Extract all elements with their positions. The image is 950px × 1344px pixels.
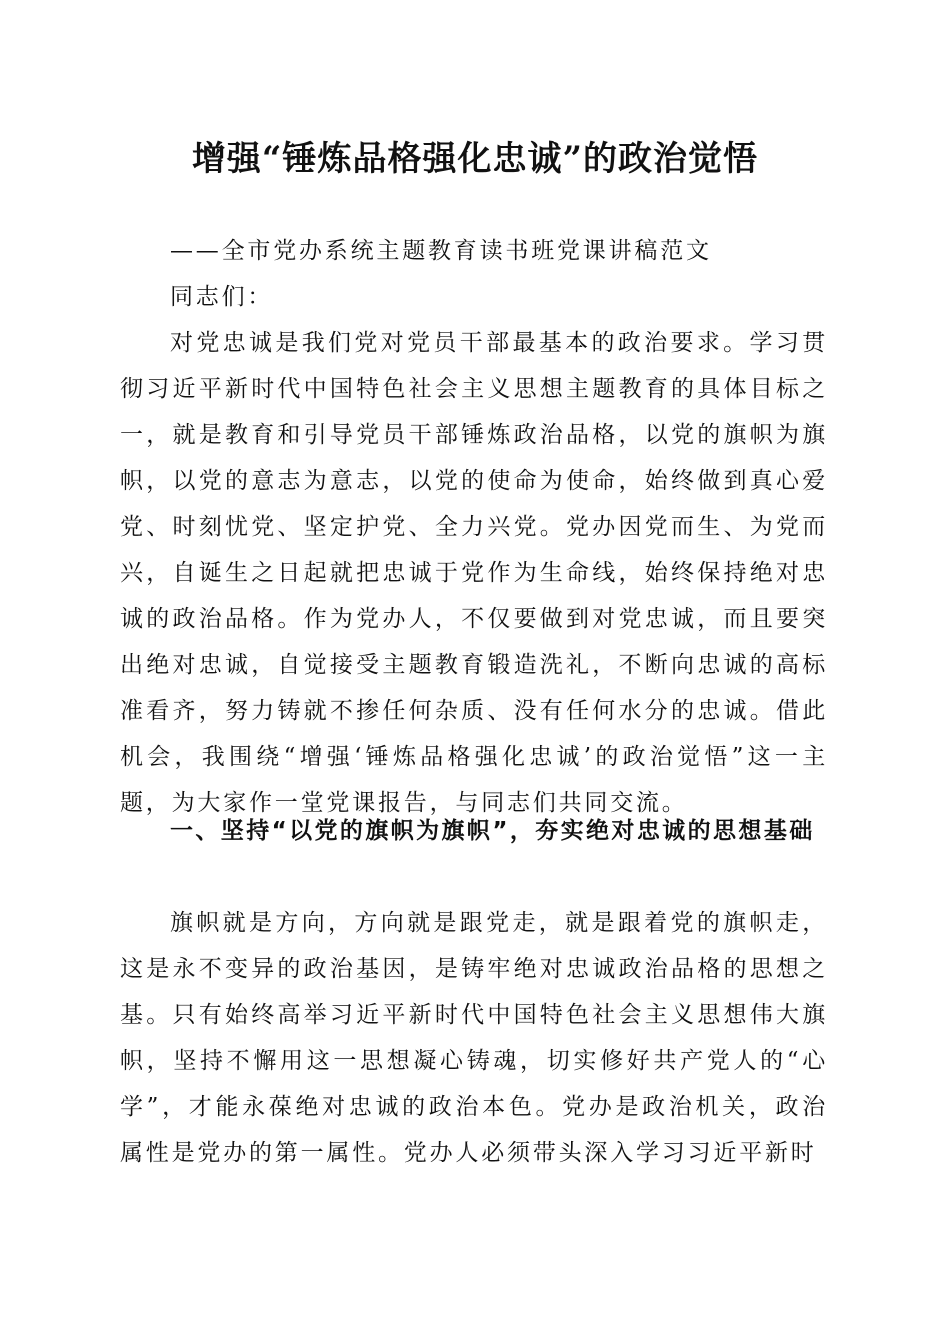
salutation: 同志们：: [170, 284, 274, 310]
section-paragraph: 旗帜就是方向，方向就是跟党走，就是跟着党的旗帜走，这是永不变异的政治基因，是铸牢绝对忠诚政治品格的思想之基。只有始终高举习近平新时代中国特色社会主义思想伟大旗帜，坚持不懈用这一思想凝心铸魂，切实修好共产党人的“心学”，才能永葆绝对忠诚的政治本色。党办是政治机关，政治属性是党办的第一属性。党办人必须带头深入学习习近平新时: [120, 910, 828, 1166]
document-title: 增强“锤炼品格强化忠诚”的政治觉悟: [191, 139, 759, 179]
section-heading: 一、坚持“以党的旗帜为旗帜”，夯实绝对忠诚的思想基础: [170, 818, 815, 844]
intro-paragraph: 对党忠诚是我们党对党员干部最基本的政治要求。学习贯彻习近平新时代中国特色社会主义思想主题教育的具体目标之一，就是教育和引导党员干部锤炼政治品格，以党的旗帜为旗帜，以党的意志为意志，以党的使命为使命，始终做到真心爱党、时刻忧党、坚定护党、全力兴党。党办因党而生、为党而兴，自诞生之日起就把忠诚于党作为生命线，始终保持绝对忠诚的政治品格。作为党办人，不仅要做到对党忠诚，而且要突出绝对忠诚，自觉接受主题教育锻造洗礼，不断向忠诚的高标准看齐，努力铸就不掺任何杂质、没有任何水分的忠诚。借此机会，我围绕“增强‘锤炼品格强化忠诚’的政治觉悟”这一主题，为大家作一堂党课报告，与同志们共同交流。: [120, 330, 828, 816]
document-subtitle: ——全市党办系统主题教育读书班党课讲稿范文: [170, 238, 712, 264]
